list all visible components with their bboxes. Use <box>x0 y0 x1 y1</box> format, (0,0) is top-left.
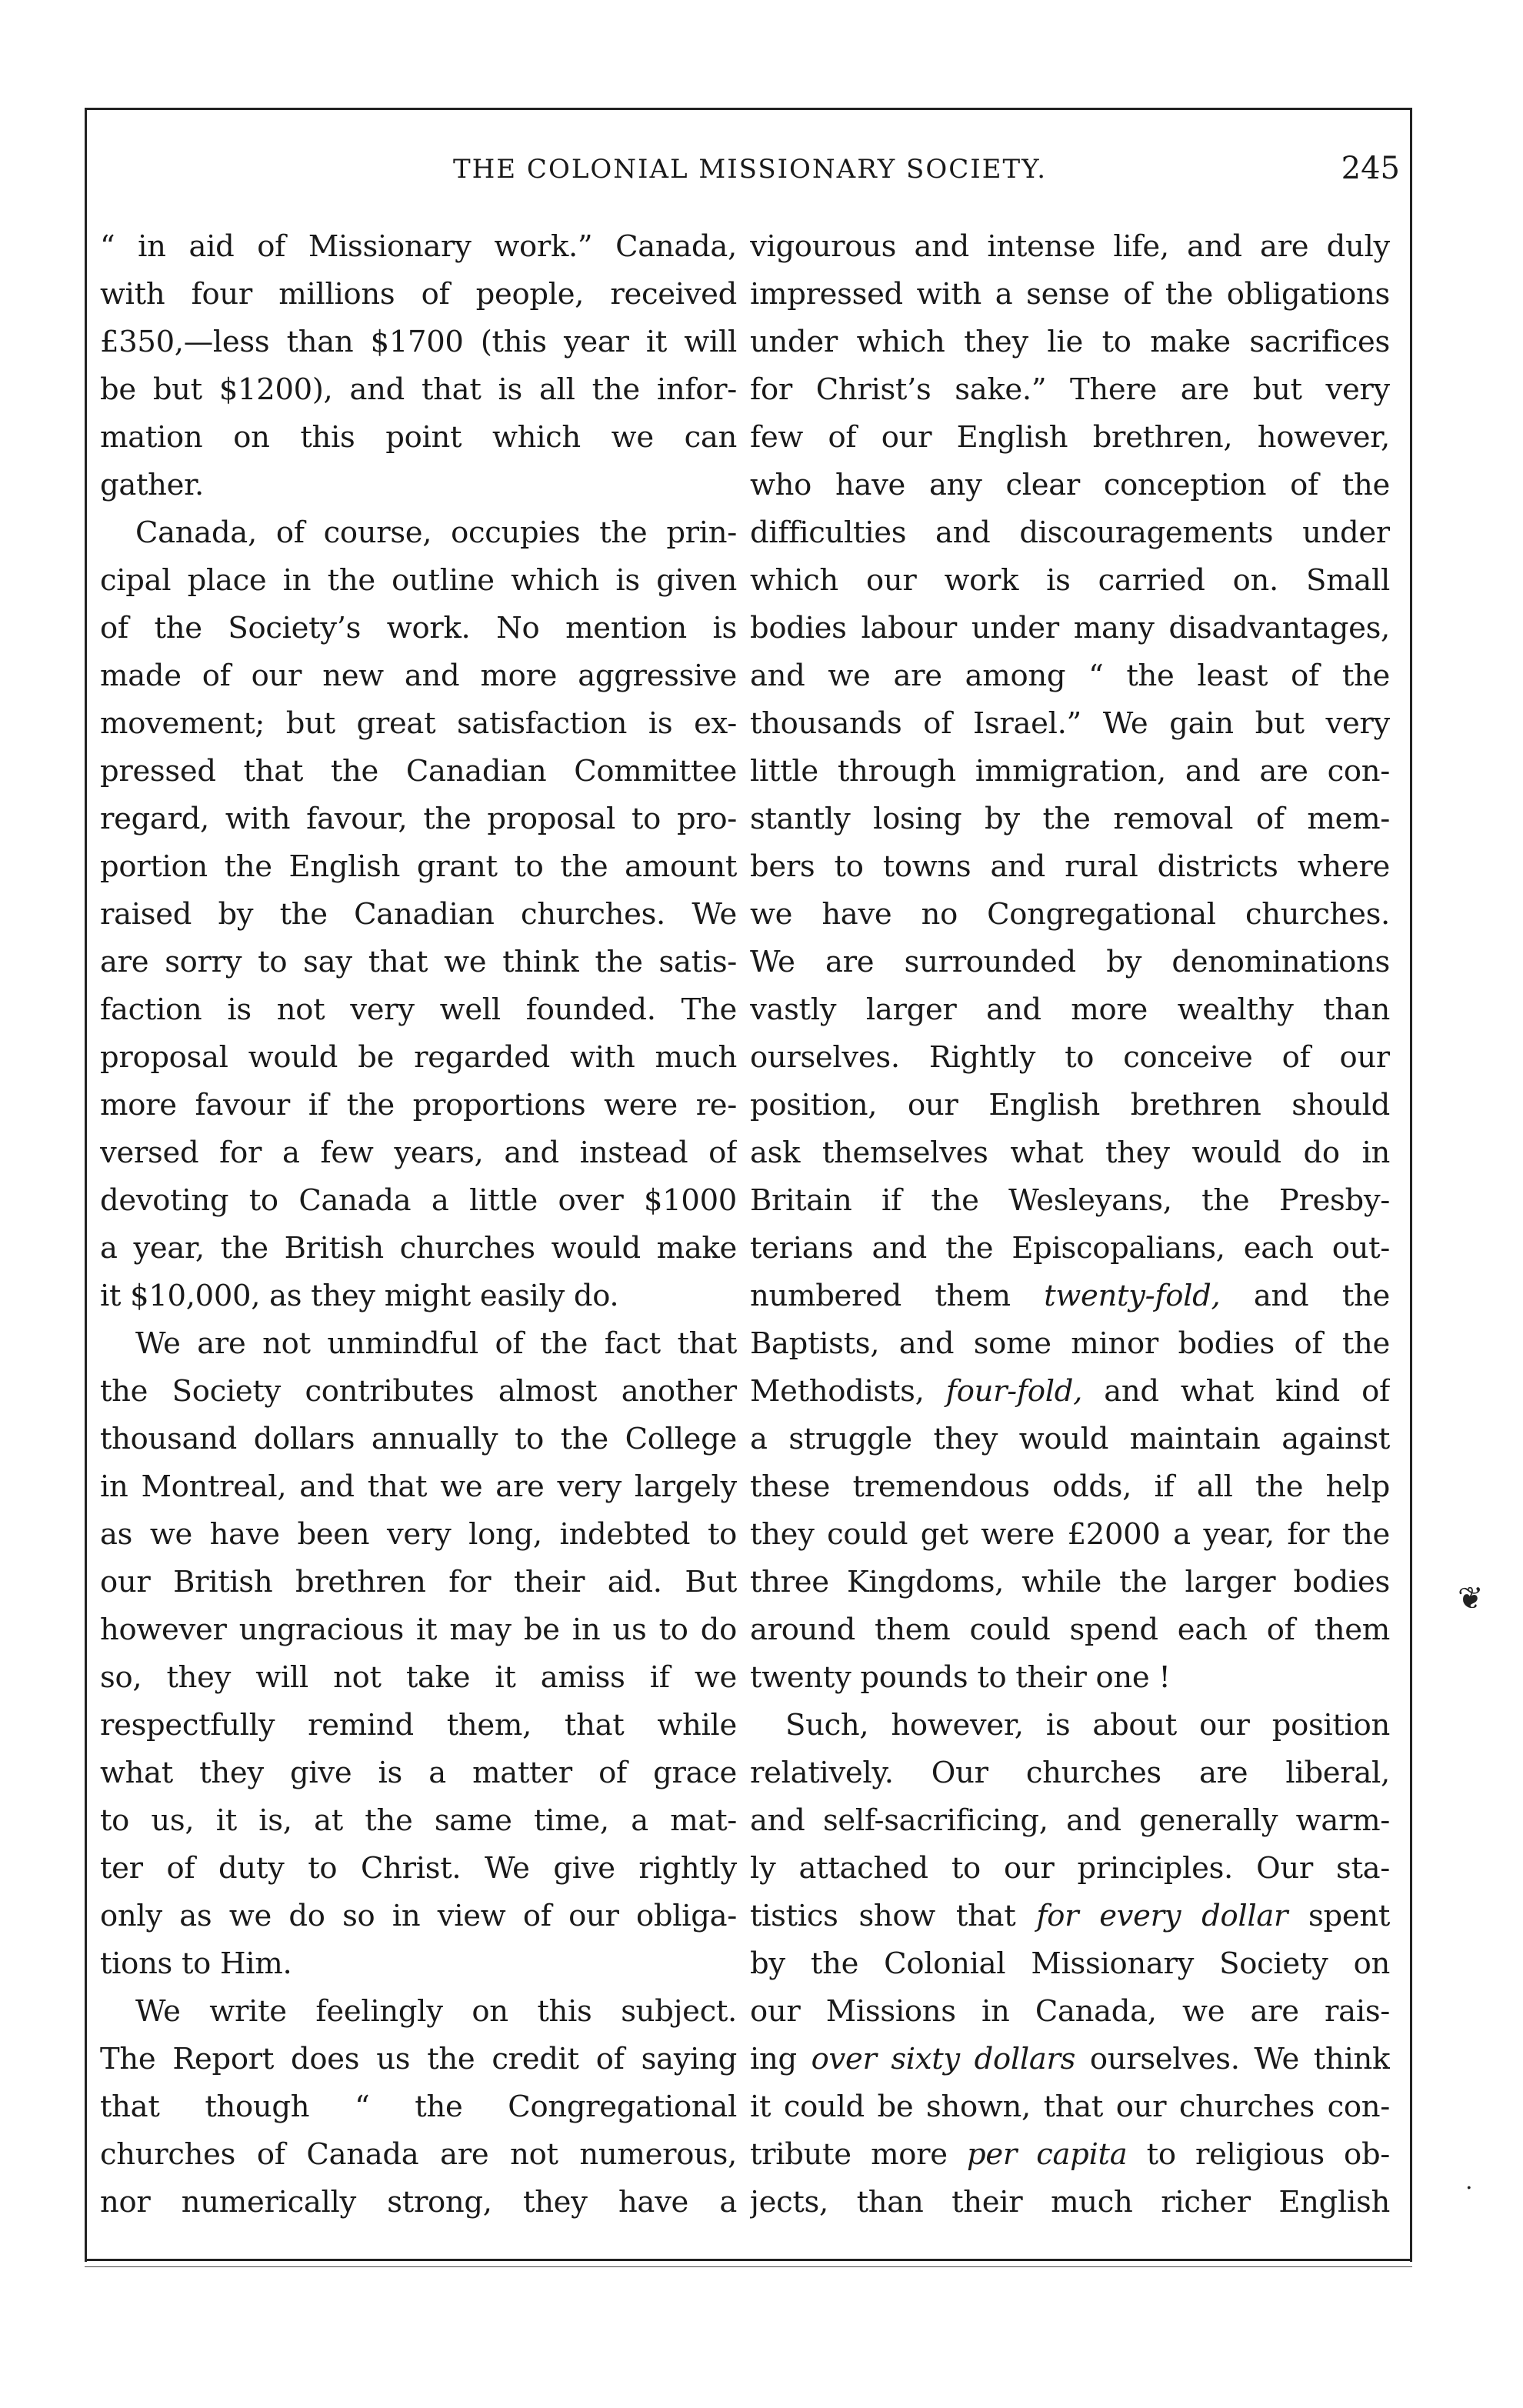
text-line: regard, with favour, the proposal to pro- <box>100 802 737 836</box>
text-line: which our work is carried on. Small <box>750 563 1390 598</box>
text-line: relatively. Our churches are liberal, <box>750 1756 1390 1790</box>
text-line: under which they lie to make sacrifices <box>750 325 1390 359</box>
text-line: that though “ the Congregational <box>100 2089 737 2124</box>
text-line: “ in aid of Missionary work.” Canada, <box>100 229 737 264</box>
text-line: bers to towns and rural districts where <box>750 849 1390 884</box>
text-line: of the Society’s work. No mention is <box>100 611 737 645</box>
margin-dot: . <box>1465 2168 1473 2195</box>
text-line: versed for a few years, and instead of <box>100 1136 737 1170</box>
text-line: few of our English brethren, however, <box>750 420 1390 455</box>
text-line: it $10,000, as they might easily do. <box>100 1279 619 1313</box>
text-line: portion the English grant to the amount <box>100 849 737 884</box>
text-line: however ungracious it may be in us to do <box>100 1613 737 1647</box>
text-line: gather. <box>100 468 204 502</box>
text-line: impressed with a sense of the obligations <box>750 277 1390 312</box>
text-line: bodies labour under many disadvantages, <box>750 611 1390 645</box>
text-line: ter of duty to Christ. We give rightly <box>100 1851 737 1886</box>
text-line: vastly larger and more wealthy than <box>750 992 1390 1027</box>
text-line: Canada, of course, occupies the prin- <box>135 515 737 550</box>
text-line: and we are among “ the least of the <box>750 659 1390 693</box>
text-line: nor numerically strong, they have a <box>100 2185 737 2220</box>
text-line: ask themselves what they would do in <box>750 1136 1390 1170</box>
text-line: twenty pounds to their one ! <box>750 1660 1171 1695</box>
bottom-rule <box>85 2259 1412 2261</box>
text-line: faction is not very well founded. The <box>100 992 737 1027</box>
text-line: we have no Congregational churches. <box>750 897 1390 932</box>
text-line: they could get were £2000 a year, for the <box>750 1517 1390 1552</box>
text-line: by the Colonial Missionary Society on <box>750 1946 1390 1981</box>
text-line: so, they will not take it amiss if we <box>100 1660 737 1695</box>
text-line: pressed that the Canadian Committee <box>100 754 737 789</box>
text-line: cipal place in the outline which is given <box>100 563 737 598</box>
text-line: for Christ’s sake.” There are but very <box>750 372 1390 407</box>
text-line: stantly losing by the removal of mem- <box>750 802 1390 836</box>
page-number: 245 <box>1341 151 1400 186</box>
text-line: a struggle they would maintain against <box>750 1422 1390 1456</box>
text-line: We are surrounded by denominations <box>750 945 1390 979</box>
text-line: Methodists, four-fold, and what kind of <box>750 1374 1390 1409</box>
text-line: tions to Him. <box>100 1946 292 1981</box>
text-line: only as we do so in view of our obliga- <box>100 1899 737 1933</box>
text-line: to us, it is, at the same time, a mat- <box>100 1803 737 1838</box>
text-line: more favour if the proportions were re- <box>100 1088 737 1122</box>
text-line: jects, than their much richer English <box>750 2185 1390 2220</box>
text-line: Baptists, and some minor bodies of the <box>750 1326 1390 1361</box>
text-line: what they give is a matter of grace <box>100 1756 737 1790</box>
text-line: it could be shown, that our churches con- <box>750 2089 1390 2124</box>
text-line: ing over sixty dollars ourselves. We think <box>750 2042 1390 2076</box>
text-line: and self-sacrificing, and generally warm- <box>750 1803 1390 1838</box>
text-line: We are not unmindful of the fact that <box>135 1326 737 1361</box>
bottom-rule-thin <box>85 2266 1412 2267</box>
text-line: difficulties and discouragements under <box>750 515 1390 550</box>
text-line: vigourous and intense life, and are duly <box>750 229 1390 264</box>
text-line: ourselves. Rightly to conceive of our <box>750 1040 1390 1075</box>
text-line: be but $1200), and that is all the infor- <box>100 372 737 407</box>
left-column <box>100 223 737 2226</box>
text-line: the Society contributes almost another <box>100 1374 737 1409</box>
text-line: respectfully remind them, that while <box>100 1708 737 1743</box>
text-line: proposal would be regarded with much <box>100 1040 737 1075</box>
text-line: mation on this point which we can <box>100 420 737 455</box>
running-title: THE COLONIAL MISSIONARY SOCIETY. <box>452 154 1048 185</box>
text-line: our British brethren for their aid. But <box>100 1565 737 1599</box>
text-line: devoting to Canada a little over $1000 <box>100 1183 737 1218</box>
text-line: thousands of Israel.” We gain but very <box>750 706 1390 741</box>
text-line: £350,—less than $1700 (this year it will <box>100 325 737 359</box>
text-line: a year, the British churches would make <box>100 1231 737 1266</box>
page-header <box>100 151 1400 200</box>
right-column <box>750 223 1390 2226</box>
text-line: terians and the Episcopalians, each out- <box>750 1231 1390 1266</box>
text-line: position, our English brethren should <box>750 1088 1390 1122</box>
text-line: little through immigration, and are con- <box>750 754 1390 789</box>
text-line: three Kingdoms, while the larger bodies <box>750 1565 1390 1599</box>
text-line: are sorry to say that we think the satis- <box>100 945 737 979</box>
text-line: ly attached to our principles. Our sta- <box>750 1851 1390 1886</box>
text-line: made of our new and more aggressive <box>100 659 737 693</box>
text-line: We write feelingly on this subject. <box>135 1994 737 2029</box>
text-line: as we have been very long, indebted to <box>100 1517 737 1552</box>
text-line: Such, however, is about our position <box>785 1708 1390 1743</box>
text-line: churches of Canada are not numerous, <box>100 2137 737 2172</box>
text-line: raised by the Canadian churches. We <box>100 897 737 932</box>
text-line: who have any clear conception of the <box>750 468 1390 502</box>
text-line: with four millions of people, received <box>100 277 737 312</box>
text-line: The Report does us the credit of saying <box>100 2042 737 2076</box>
text-line: tribute more per capita to religious ob- <box>750 2137 1390 2172</box>
text-line: in Montreal, and that we are very largely <box>100 1469 737 1504</box>
text-line: around them could spend each of them <box>750 1613 1390 1647</box>
text-line: these tremendous odds, if all the help <box>750 1469 1390 1504</box>
text-line: our Missions in Canada, we are rais- <box>750 1994 1390 2029</box>
text-line: movement; but great satisfaction is ex- <box>100 706 737 741</box>
text-line: tistics show that for every dollar spent <box>750 1899 1390 1933</box>
text-line: thousand dollars annually to the College <box>100 1422 737 1456</box>
text-line: Britain if the Wesleyans, the Presby- <box>750 1183 1390 1218</box>
text-line: numbered them twenty-fold, and the <box>750 1279 1390 1313</box>
margin-ornament: ❦ <box>1458 1581 1484 1616</box>
